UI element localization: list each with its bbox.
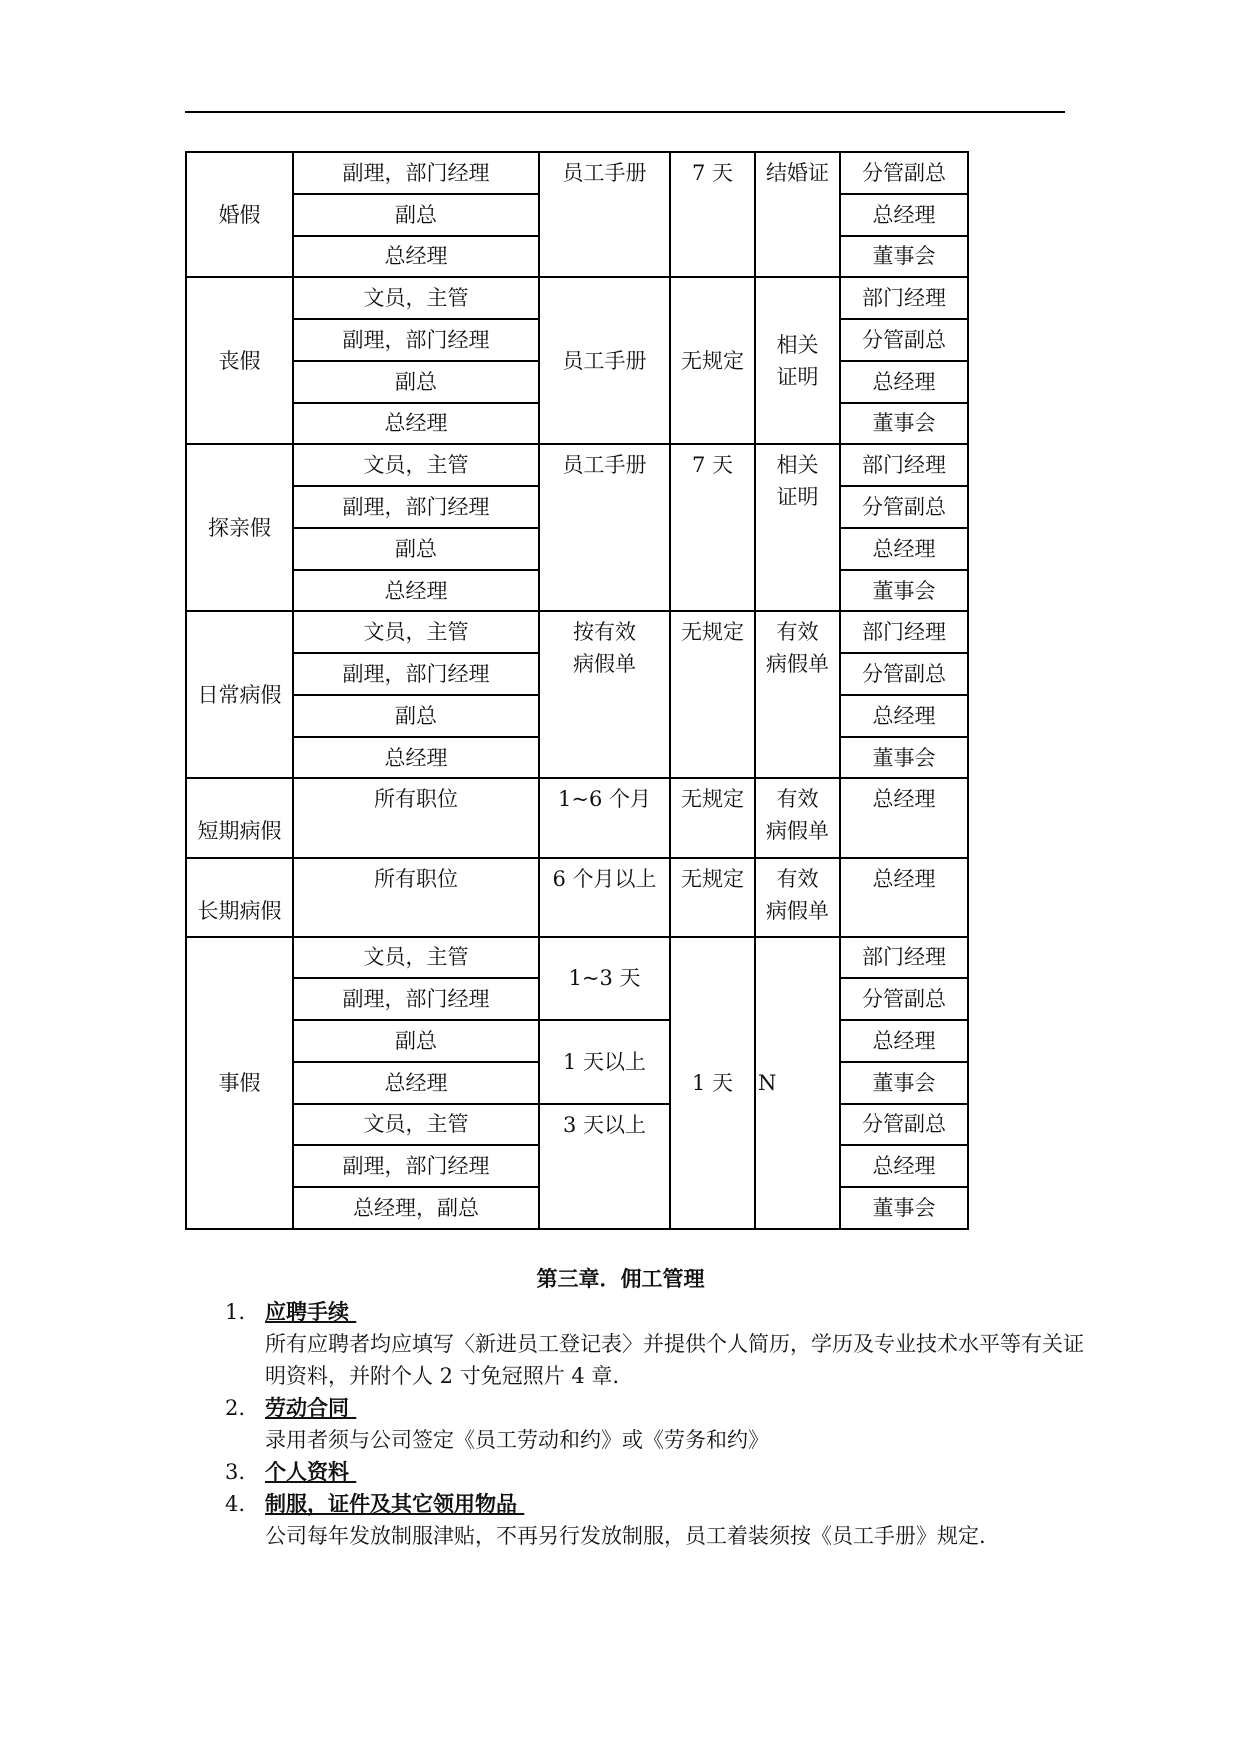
table-cell: 副理，部门经理 xyxy=(293,1145,539,1187)
table-cell: 1~3 天 xyxy=(539,937,670,1021)
table-cell: 副理，部门经理 xyxy=(293,319,539,361)
table-cell: 无规定 xyxy=(670,611,755,778)
table-cell: 婚假 xyxy=(186,152,293,277)
table-cell: 副理，部门经理 xyxy=(293,978,539,1020)
table-cell: 董事会 xyxy=(840,737,968,779)
table-cell: 员工手册 xyxy=(539,444,670,611)
table-cell: 总经理 xyxy=(293,570,539,612)
table-cell: 分管副总 xyxy=(840,1104,968,1146)
table-row xyxy=(186,444,968,486)
cell-line xyxy=(189,783,290,815)
table-cell: 总经理 xyxy=(840,695,968,737)
table-cell: 董事会 xyxy=(840,1187,968,1229)
section-number: 1. xyxy=(225,1300,246,1324)
table-row xyxy=(186,1020,968,1062)
table-cell: 总经理 xyxy=(840,361,968,403)
cell-line: 按有效 xyxy=(573,620,636,645)
cell-line: 病假单 xyxy=(573,652,636,677)
table-cell: 总经理 xyxy=(840,858,968,937)
section-list xyxy=(225,1296,1085,1552)
section-body xyxy=(225,1328,1085,1392)
table-cell: 员工手册 xyxy=(539,152,670,277)
table-cell: 副总 xyxy=(293,1020,539,1062)
section-item xyxy=(225,1456,1085,1488)
table-cell: 总经理 xyxy=(840,778,968,857)
table-cell: 无规定 xyxy=(670,858,755,937)
table-cell xyxy=(186,778,293,857)
section-number: 4. xyxy=(225,1492,246,1516)
table-cell: 日常病假 xyxy=(186,611,293,778)
table-cell: 分管副总 xyxy=(840,486,968,528)
table-cell: 副理，部门经理 xyxy=(293,486,539,528)
section-paragraph: 所有应聘者均应填写〈新进员工登记表〉并提供个人简历，学历及专业技术水平等有关证 xyxy=(265,1332,1084,1356)
cell-line: 病假单 xyxy=(766,819,829,844)
table-cell: 董事会 xyxy=(840,236,968,278)
section-body xyxy=(225,1424,1085,1456)
section-paragraph: 录用者须与公司签定《员工劳动和约》或《劳务和约》 xyxy=(265,1428,769,1452)
table-cell: 员工手册 xyxy=(539,277,670,444)
cell-line: 有效 xyxy=(776,620,819,645)
table-cell: 董事会 xyxy=(840,403,968,445)
section-paragraph: 明资料，并附个人 2 寸免冠照片 4 章. xyxy=(265,1364,620,1388)
section-title: 应聘手续 xyxy=(265,1300,349,1324)
table-cell xyxy=(539,611,670,778)
cell-line: 有效 xyxy=(776,787,819,812)
table-cell: 分管副总 xyxy=(840,653,968,695)
table-cell: 部门经理 xyxy=(840,937,968,979)
section-heading xyxy=(225,1296,1085,1328)
table-cell: 无规定 xyxy=(670,778,755,857)
table-cell: 总经理 xyxy=(840,1020,968,1062)
table-cell: 6 个月以上 xyxy=(539,858,670,937)
table-cell: 1~6 个月 xyxy=(539,778,670,857)
section-item xyxy=(225,1296,1085,1392)
table-cell: 所有职位 xyxy=(293,858,539,937)
chapter-title: 第三章．佣工管理 xyxy=(536,1267,705,1291)
table-cell xyxy=(755,611,840,778)
header-rule xyxy=(185,111,1065,113)
table-cell: 结婚证 xyxy=(755,152,840,277)
table-cell xyxy=(755,778,840,857)
table-cell: 事假 xyxy=(186,937,293,1229)
cell-line: 相关 xyxy=(776,332,819,357)
section-title: 制服，证件及其它领用物品 xyxy=(265,1492,517,1516)
table-cell: 董事会 xyxy=(840,1062,968,1104)
table-cell xyxy=(755,444,840,611)
table-cell: 副总 xyxy=(293,361,539,403)
table-cell: 部门经理 xyxy=(840,277,968,319)
table-cell: 总经理，副总 xyxy=(293,1187,539,1229)
table-cell: 无规定 xyxy=(670,277,755,444)
table-cell: 总经理 xyxy=(293,1062,539,1104)
table-cell: 分管副总 xyxy=(840,319,968,361)
section-item xyxy=(225,1392,1085,1456)
section-title: 个人资料 xyxy=(265,1460,349,1484)
table-cell xyxy=(755,277,840,444)
table-cell: 文员，主管 xyxy=(293,277,539,319)
table-cell: 总经理 xyxy=(840,1145,968,1187)
cell-line: 长期病假 xyxy=(197,898,282,923)
table-row xyxy=(186,778,968,857)
table-row xyxy=(186,937,968,979)
table-cell: 总经理 xyxy=(840,194,968,236)
section-heading xyxy=(225,1456,1085,1488)
table-cell: 7 天 xyxy=(670,444,755,611)
section-heading xyxy=(225,1392,1085,1424)
table-cell xyxy=(755,858,840,937)
table-cell: 副总 xyxy=(293,695,539,737)
cell-line: 相关 xyxy=(776,453,819,478)
table-cell: 总经理 xyxy=(293,236,539,278)
table-cell: 分管副总 xyxy=(840,978,968,1020)
section-number: 3. xyxy=(225,1460,246,1484)
leave-approval-table xyxy=(185,151,969,1230)
table-cell: 总经理 xyxy=(293,403,539,445)
table-cell: 副理，部门经理 xyxy=(293,653,539,695)
table-cell: 副理，部门经理 xyxy=(293,152,539,194)
cell-line: 病假单 xyxy=(766,898,829,923)
section-body xyxy=(225,1520,1085,1552)
cell-line: 证明 xyxy=(776,364,819,389)
table-cell xyxy=(186,858,293,937)
section-number: 2. xyxy=(225,1396,246,1420)
table-cell: 分管副总 xyxy=(840,152,968,194)
table-cell: 文员，主管 xyxy=(293,1104,539,1146)
section-item xyxy=(225,1488,1085,1552)
table-cell: 部门经理 xyxy=(840,611,968,653)
section-title: 劳动合同 xyxy=(265,1396,349,1420)
section-heading xyxy=(225,1488,1085,1520)
table-cell: 董事会 xyxy=(840,570,968,612)
table-row xyxy=(186,152,968,194)
table-cell: 文员，主管 xyxy=(293,444,539,486)
table-row xyxy=(186,611,968,653)
cell-line: 短期病假 xyxy=(197,819,282,844)
cell-line: 有效 xyxy=(776,866,819,891)
table-cell: 丧假 xyxy=(186,277,293,444)
table-cell: 所有职位 xyxy=(293,778,539,857)
section-paragraph: 公司每年发放制服津贴，不再另行发放制服，员工着装须按《员工手册》规定. xyxy=(265,1524,986,1548)
table-row xyxy=(186,277,968,319)
table-cell: 探亲假 xyxy=(186,444,293,611)
table-cell: 3 天以上 xyxy=(539,1104,670,1229)
table-cell: 副总 xyxy=(293,194,539,236)
table-cell: N xyxy=(755,937,840,1229)
table-cell: 副总 xyxy=(293,528,539,570)
cell-line: 病假单 xyxy=(766,652,829,677)
table-cell: 部门经理 xyxy=(840,444,968,486)
table-cell: 1 天 xyxy=(670,937,755,1229)
table-cell: 1 天以上 xyxy=(539,1020,670,1104)
cell-line xyxy=(189,863,290,895)
table-cell: 文员，主管 xyxy=(293,611,539,653)
table-cell: 总经理 xyxy=(293,737,539,779)
table-cell: 7 天 xyxy=(670,152,755,277)
table-cell: 文员，主管 xyxy=(293,937,539,979)
table-row xyxy=(186,858,968,937)
cell-line: 证明 xyxy=(776,485,819,510)
table-cell: 总经理 xyxy=(840,528,968,570)
table-row xyxy=(186,1104,968,1146)
